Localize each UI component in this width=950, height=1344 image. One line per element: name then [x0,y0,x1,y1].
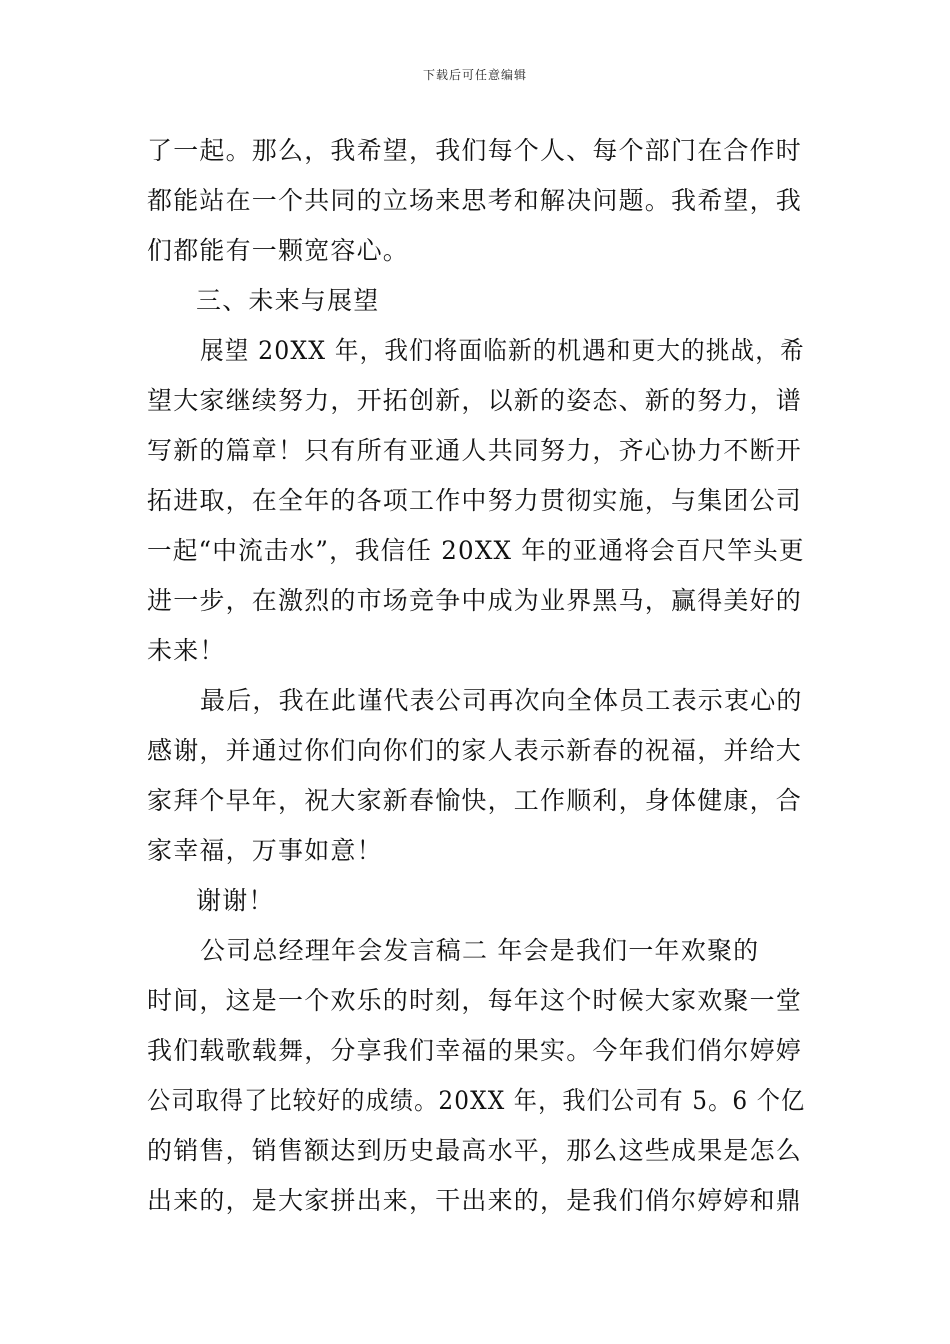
body-line: 都能站在一个共同的立场来思考和解决问题。我希望，我 [147,186,803,215]
body-line: 拓进取，在全年的各项工作中努力贯彻实施，与集团公司 [147,486,803,515]
body-line: 公司总经理年会发言稿二 年会是我们一年欢聚的 [200,936,760,965]
body-line: 写新的篇章！只有所有亚通人共同努力，齐心协力不断开 [147,436,803,465]
body-line: 出来的，是大家拼出来，干出来的，是我们俏尔婷婷和鼎 [147,1186,803,1215]
section-heading: 三、未来与展望 [196,286,380,315]
body-line: 公司取得了比较好的成绩。20XX 年，我们公司有 5。6 个亿 [147,1086,806,1115]
body-line: 最后，我在此谨代表公司再次向全体员工表示衷心的 [200,686,803,715]
page-header: 下载后可任意编辑 [422,68,527,82]
body-line: 时间，这是一个欢乐的时刻，每年这个时候大家欢聚一堂 [147,986,803,1015]
body-line: 家拜个早年，祝大家新春愉快，工作顺利，身体健康，合 [147,786,803,815]
body-line: 了一起。那么，我希望，我们每个人、每个部门在合作时 [147,136,803,165]
body-line: 们都能有一颗宽容心。 [147,236,410,265]
body-line: 家幸福，万事如意！ [147,836,383,865]
body-line: 展望 20XX 年，我们将面临新的机遇和更大的挑战，希 [200,336,805,365]
body-line: 一起“中流击水”，我信任 20XX 年的亚通将会百尺竿头更 [147,536,805,565]
body-line: 我们载歌载舞，分享我们幸福的果实。今年我们俏尔婷婷 [147,1036,803,1065]
body-line: 望大家继续努力，开拓创新，以新的姿态、新的努力，谱 [147,386,803,415]
body-line: 进一步，在激烈的市场竞争中成为业界黑马，赢得美好的 [147,586,803,615]
body-line: 感谢，并通过你们向你们的家人表示新春的祝福，并给大 [147,736,803,765]
body-line: 未来！ [147,636,226,665]
body-line: 谢谢！ [196,886,275,915]
body-line: 的销售，销售额达到历史最高水平，那么这些成果是怎么 [147,1136,803,1165]
